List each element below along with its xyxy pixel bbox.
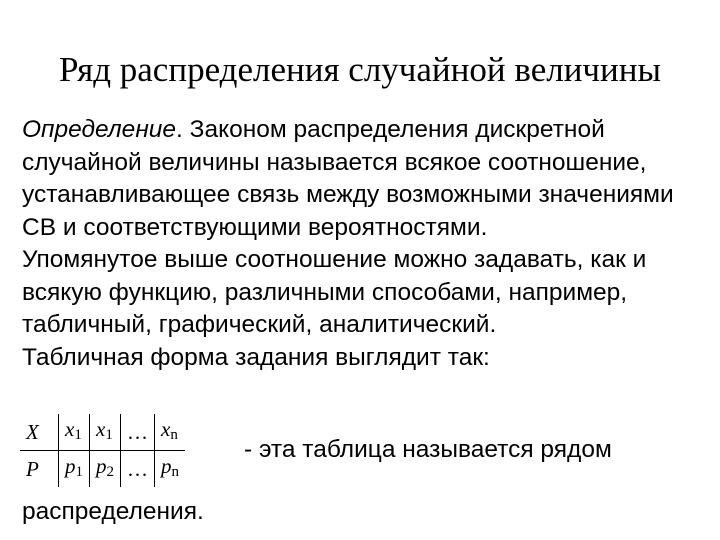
table-cell-p2: $p_2$ <box>90 451 121 488</box>
table-cell-p-ellipsis: … <box>121 451 155 488</box>
table-row-x <box>20 414 185 451</box>
definition-paragraph <box>22 114 712 244</box>
table-caption-continuation: распределения. <box>22 498 204 525</box>
slide-title: Ряд распределения случайной величины <box>58 50 662 89</box>
methods-paragraph: Упомянутое выше соотношение можно задавать, как и всякую функцию, различными способами, например, табличный, графический, аналитический. <box>22 246 647 338</box>
table-cell-x1: $x_1$ <box>59 414 90 451</box>
table-cell-p1: $p_1$ <box>59 451 90 488</box>
table-row-p <box>20 451 185 488</box>
distribution-table <box>20 414 185 487</box>
definition-term: Определение <box>22 116 177 143</box>
table-caption: - эта таблица называется рядом <box>244 436 612 463</box>
table-form-paragraph: Табличная форма задания выглядит так: <box>22 343 490 371</box>
table-cell-xn: $x_n$ <box>155 414 186 451</box>
table-cell-x2: $x_1$ <box>90 414 121 451</box>
table-cell-pn: $p_n$ <box>155 451 186 488</box>
table-cell-x-ellipsis: … <box>121 414 155 451</box>
row-header-p: P <box>20 451 59 488</box>
definition-text: . Законом распределения дискретной случайной величины называется всякое соотношение, устанавливающее связь между возможными значениями СВ и соответствующими вероятностями. <box>22 116 674 241</box>
row-header-x: X <box>26 420 39 444</box>
slide-body <box>22 114 712 374</box>
